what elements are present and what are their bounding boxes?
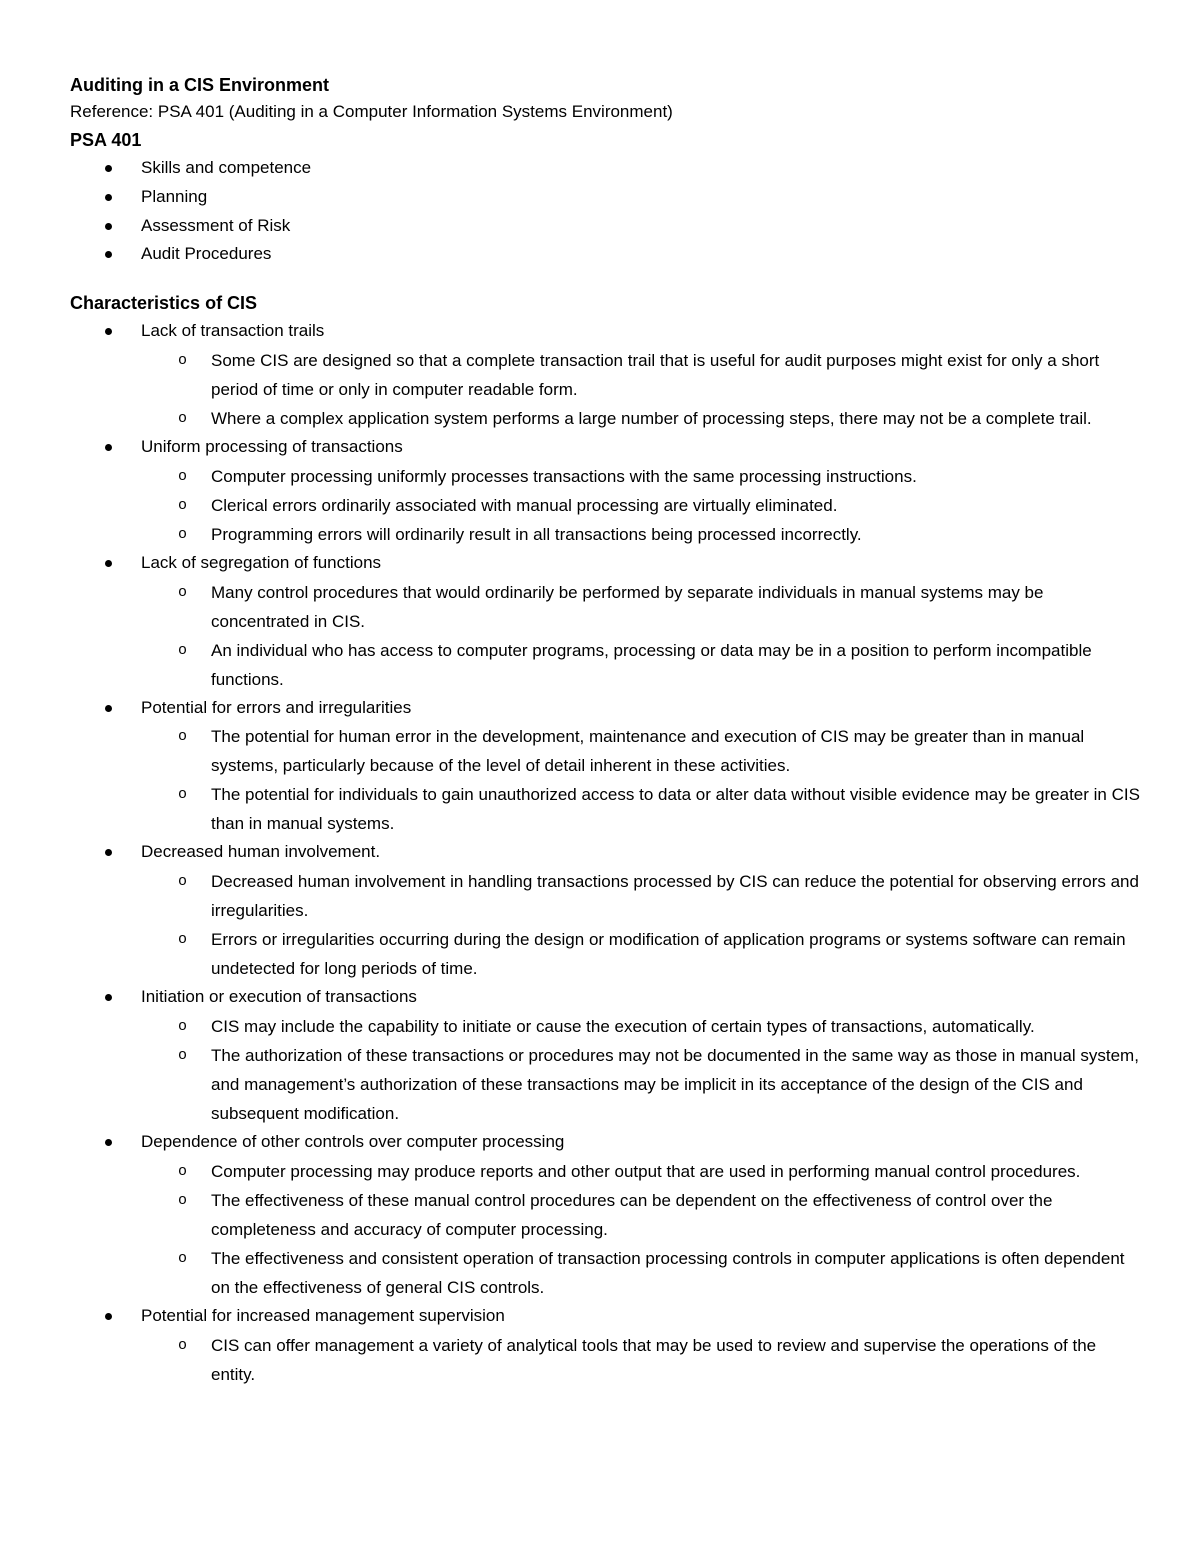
- characteristic-item: [70, 317, 1140, 433]
- circle-bullet-icon: o: [178, 351, 188, 369]
- sub-list-item: [70, 925, 1140, 983]
- sub-list-item: [70, 404, 1140, 433]
- characteristic-item: [70, 1128, 1140, 1302]
- circle-bullet-icon: o: [178, 641, 188, 659]
- sub-item-text: Errors or irregularities occurring during the design or modification of application programs or systems software can remain undetected for long periods of time.: [211, 930, 1126, 979]
- circle-bullet-icon: o: [178, 1162, 188, 1180]
- characteristic-label: Potential for increased management supervision: [141, 1305, 505, 1325]
- psa-heading: PSA 401: [70, 130, 142, 150]
- sub-list-item: [70, 462, 1140, 491]
- sub-list-item: [70, 867, 1140, 925]
- bullet-icon: [105, 251, 112, 258]
- characteristic-sublist: [70, 1331, 1140, 1389]
- sub-item-text: The effectiveness of these manual control procedures can be dependent on the effectiveness of control over the completeness and accuracy of computer processing.: [211, 1190, 1053, 1239]
- sub-item-text: The effectiveness and consistent operation of transaction processing controls in computer applications is often dependent on the effectiveness of general CIS controls.: [211, 1248, 1125, 1297]
- circle-bullet-icon: o: [178, 931, 188, 949]
- document-title: Auditing in a CIS Environment: [70, 75, 330, 95]
- psa-list-item: [70, 212, 1140, 241]
- characteristic-item: [70, 549, 1140, 694]
- psa-list-item: [70, 154, 1140, 183]
- sub-list-item: [70, 346, 1140, 404]
- sub-list-item: [70, 1244, 1140, 1302]
- sub-item-text: The potential for human error in the development, maintenance and execution of CIS may be greater than in manual systems, particularly because of the level of detail inherent in these activities.: [211, 727, 1085, 776]
- characteristic-sublist: [70, 462, 1140, 549]
- characteristic-item: [70, 838, 1140, 983]
- sub-list-item: [70, 780, 1140, 838]
- sub-item-text: Many control procedures that would ordinarily be performed by separate individuals in manual systems may be concentrated in CIS.: [211, 582, 1044, 631]
- characteristic-label: Uniform processing of transactions: [141, 436, 403, 456]
- characteristic-label: Lack of segregation of functions: [141, 552, 382, 572]
- sub-item-text: The potential for individuals to gain unauthorized access to data or alter data without visible evidence may be greater in CIS than in manual systems.: [211, 785, 1140, 834]
- sub-list-item: [70, 722, 1140, 780]
- reference-line: Reference: PSA 401 (Auditing in a Computer Information Systems Environment): [70, 102, 673, 121]
- circle-bullet-icon: o: [178, 786, 188, 804]
- circle-bullet-icon: o: [178, 1046, 188, 1064]
- psa-item-text: Audit Procedures: [141, 244, 272, 264]
- sub-list-item: [70, 578, 1140, 636]
- bullet-icon: [105, 1139, 112, 1146]
- sub-list-item: [70, 1331, 1140, 1389]
- circle-bullet-icon: o: [178, 409, 188, 427]
- circle-bullet-icon: o: [178, 1336, 188, 1354]
- circle-bullet-icon: o: [178, 728, 188, 746]
- sub-item-text: CIS can offer management a variety of analytical tools that may be used to review and supervise the operations of the entity.: [211, 1335, 1097, 1384]
- psa-list-item: [70, 183, 1140, 212]
- characteristic-sublist: [70, 867, 1140, 983]
- psa-list-item: [70, 240, 1140, 269]
- characteristic-sublist: [70, 578, 1140, 694]
- characteristic-label: Initiation or execution of transactions: [141, 987, 417, 1007]
- circle-bullet-icon: o: [178, 583, 188, 601]
- bullet-icon: [105, 994, 112, 1001]
- sub-item-text: CIS may include the capability to initiate or cause the execution of certain types of transactions, automatically.: [211, 1016, 1035, 1036]
- sub-item-text: The authorization of these transactions or procedures may not be documented in the same way as those in manual system, and management’s authorization of these transactions may be implicit in its acceptance of the design of the CIS and subsequent modification.: [211, 1045, 1139, 1123]
- circle-bullet-icon: o: [178, 1249, 188, 1267]
- bullet-icon: [105, 705, 112, 712]
- sub-list-item: [70, 520, 1140, 549]
- sub-item-text: An individual who has access to computer programs, processing or data may be in a position to perform incompatible functions.: [211, 640, 1092, 689]
- bullet-icon: [105, 849, 112, 856]
- characteristic-sublist: [70, 722, 1140, 838]
- sub-item-text: Some CIS are designed so that a complete transaction trail that is useful for audit purposes might exist for only a short period of time or only in computer readable form.: [211, 350, 1100, 399]
- bullet-icon: [105, 1313, 112, 1320]
- sub-list-item: [70, 636, 1140, 694]
- characteristics-heading: Characteristics of CIS: [70, 293, 258, 314]
- bullet-icon: [105, 560, 112, 567]
- sub-item-text: Clerical errors ordinarily associated with manual processing are virtually eliminated.: [211, 495, 838, 515]
- characteristics-list: [70, 317, 1140, 1388]
- circle-bullet-icon: o: [178, 496, 188, 514]
- psa-item-text: Planning: [141, 186, 208, 206]
- sub-list-item: [70, 1012, 1140, 1041]
- sub-list-item: [70, 1186, 1140, 1244]
- sub-item-text: Computer processing may produce reports and other output that are used in performing manual control procedures.: [211, 1161, 1081, 1181]
- characteristic-item: [70, 1302, 1140, 1389]
- psa-list: [70, 154, 1140, 269]
- characteristic-sublist: [70, 1012, 1140, 1128]
- document-page: [70, 72, 1140, 1389]
- circle-bullet-icon: o: [178, 1191, 188, 1209]
- sub-item-text: Where a complex application system performs a large number of processing steps, there may not be a complete trail.: [211, 408, 1092, 428]
- sub-item-text: Decreased human involvement in handling transactions processed by CIS can reduce the potential for observing errors and irregularities.: [211, 872, 1139, 921]
- bullet-icon: [105, 328, 112, 335]
- sub-item-text: Programming errors will ordinarily result in all transactions being processed incorrectly.: [211, 524, 862, 544]
- characteristic-label: Dependence of other controls over computer processing: [141, 1131, 565, 1151]
- circle-bullet-icon: o: [178, 873, 188, 891]
- bullet-icon: [105, 194, 112, 201]
- sub-item-text: Computer processing uniformly processes transactions with the same processing instructions.: [211, 466, 917, 486]
- psa-item-text: Skills and competence: [141, 158, 312, 177]
- bullet-icon: [105, 165, 112, 172]
- psa-item-text: Assessment of Risk: [141, 215, 291, 235]
- circle-bullet-icon: o: [178, 467, 188, 485]
- section-spacer: [70, 269, 1140, 289]
- characteristic-label: Potential for errors and irregularities: [141, 697, 412, 717]
- circle-bullet-icon: o: [178, 1017, 188, 1035]
- characteristic-item: [70, 983, 1140, 1128]
- characteristic-label: Lack of transaction trails: [141, 321, 325, 341]
- bullet-icon: [105, 444, 112, 451]
- bullet-icon: [105, 223, 112, 230]
- characteristic-item: [70, 433, 1140, 549]
- circle-bullet-icon: o: [178, 525, 188, 543]
- characteristic-sublist: [70, 346, 1140, 433]
- sub-list-item: [70, 491, 1140, 520]
- characteristic-item: [70, 694, 1140, 839]
- characteristic-label: Decreased human involvement.: [141, 842, 381, 862]
- sub-list-item: [70, 1157, 1140, 1186]
- sub-list-item: [70, 1041, 1140, 1128]
- characteristic-sublist: [70, 1157, 1140, 1302]
